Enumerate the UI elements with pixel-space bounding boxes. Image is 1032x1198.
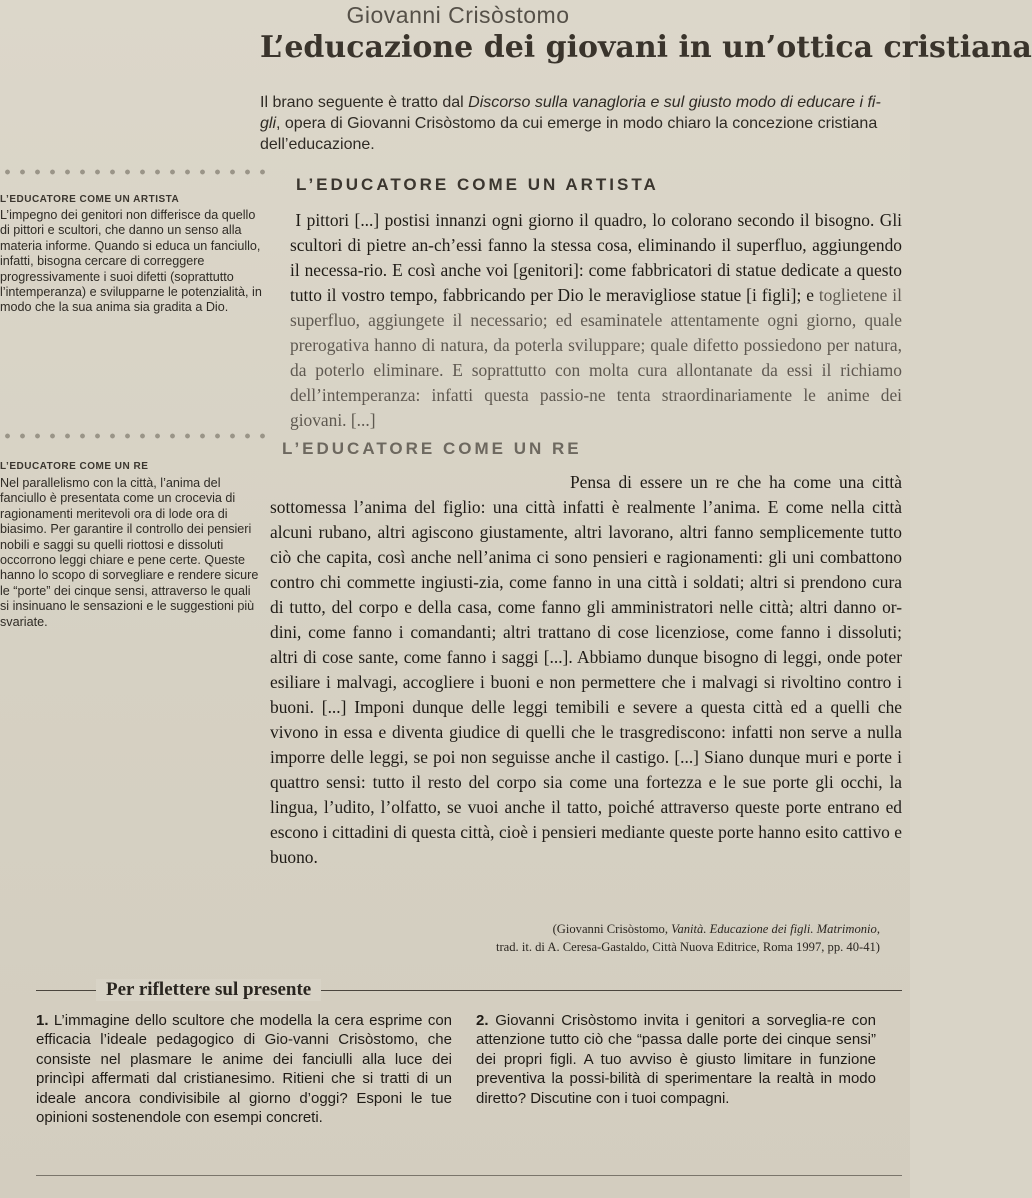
section1-body (290, 208, 902, 433)
citation-line-2: trad. it. di A. Ceresa-Gastaldo, Città Nuova Editrice, Roma 1997, pp. 40-41) (495, 940, 880, 954)
section1-dotted-rule (0, 168, 272, 176)
question-1-number: 1. (36, 1012, 49, 1029)
citation-line-1 (300, 920, 880, 938)
section1-text-clear: I pittori [...] postisi innanzi ogni giorno il quadro, lo colorano secondo il bisogno. Gli scultori di pietre an-ch’essi fanno la stessa cosa, eliminando il superfluo, aggiungendo il necessa-rio. E così anche voi [genitori]: come fabbricatori di statue dedicate a questo tutto il vostro tempo, fabbricando per Dio le meravigliose statue [i figli]; e (290, 210, 902, 305)
bottom-rule (36, 1175, 902, 1176)
question-1-text: L’immagine dello scultore che modella la cera esprime con efficacia l’ideale pedagogico di Gio-vanni Crisòstomo, che consiste nel plasmare le anime dei fanciulli alla luce dei princìpi affermati dal cristianesimo. Ritieni che si tratti di un ideale ancora condivisibile al giorno d’oggi? Esponi le tue opinioni sostenendole con esempi concreti. (36, 1012, 453, 1127)
citation-author: (Giovanni Crisòstomo, (552, 922, 672, 936)
intro-text-2: , opera di Giovanni Crisòstomo da cui emerge in modo chiaro la concezione cristiana dell’educazione. (260, 115, 878, 153)
section2-body: Pensa di essere un re che ha come una città sottomessa l’anima del figlio: una città infatti è realmente l’anima. E come nella città alcuni rubano, altri agiscono giustamente, altri lavorano, altri fanno semplicemente tutto ciò che capita, così anche nell’anima ci sono pensieri e ragionamenti: gli uni combattono contro chi commette ingiusti-zia, come fanno in una città i soldati; altri si prendono cura di tutto, del corpo e della casa, come fanno gli amministratori nelle città; altri danno or-dini, come fanno i comandanti; altri trattano di cose licenziose, come fanno i dissoluti; altri di cose sante, come fanno i saggi [...]. Abbiamo dunque bisogno di leggi, onde poter esiliare i malvagi, accogliere i buoni e non permettere che i malvagi si rivoltino contro i buoni. [...] Imponi dunque delle leggi temibili e severe a questa città ed a quelli che vivono in essa e diventa giudice di quelli che le trasgrediscono: infatti non serve a nulla imporre delle leggi, se poi non seguisse anche il castigo. [...] Siano dunque muri e porte i quattro sensi: tutto il resto del corpo sia come una fortezza e le sue porte gli occhi, la lingua, l’udito, l’olfatto, se vuoi anche il tatto, poiché attraverso queste porte entrano ed escono i cittadini di questa città, cioè i pensieri mediante queste porte hanno esito cattivo e buono. (270, 472, 902, 867)
intro-paragraph (260, 92, 900, 155)
reflection-box (36, 979, 902, 1181)
intro-work-title: Discorso sulla vanagloria e sul giusto modo di educare i fi-gli (260, 94, 881, 132)
question-2 (476, 1011, 876, 1108)
page-title: L’educazione dei giovani in un’ottica cristiana (260, 30, 1032, 65)
section1-text-faded: toglietene il superfluo, aggiungete il necessario; ed esaminatele attentamente ogni giorno, quale prerogativa hanno di natura, da poterla sviluppare; quale difetto possiedono per natura, da poterlo eliminare. E soprattutto con molta cura allontanate da essi il richiamo dell’intemperanza: infatti questa passio-ne tenta straordinariamente le anime dei giovani. [...] (290, 285, 902, 430)
citation-comma: , (876, 922, 880, 936)
section1-side-note: L’impegno dei genitori non differisce da quello di pittori e scultori, che danno un senso alla materia informe. Quando si educa un fanciullo, infatti, bisogna cercare di correggere progressivamente i suoi difetti (soprattutto l’intemperanza) e svilupparne le potenzialità, in modo che la sua anima sia gradita a Dio. (0, 208, 262, 315)
question-1 (36, 1011, 452, 1127)
section2-dotted-rule (0, 432, 272, 440)
question-2-text: Giovanni Crisòstomo invita i genitori a sorveglia-re con attenzione tutto ciò che “passa dalle porte dei cinque sensi” dei propri figli. A tuo avviso è giusto limitare in funzione preventiva la possi-bilità di sperimentare la realtà in modo diretto? Discutine con i tuoi compagni. (476, 1012, 876, 1107)
section2-side-title: L’EDUCATORE COME UN RE (0, 461, 149, 472)
citation (300, 920, 880, 956)
intro-text-1: Il brano seguente è tratto dal (260, 94, 469, 111)
author-header: Giovanni Crisòstomo (346, 2, 570, 28)
section1-heading: L’EDUCATORE COME UN ARTISTA (296, 175, 659, 194)
section1-side-title: L’EDUCATORE COME UN ARTISTA (0, 194, 180, 205)
section2-heading: L’EDUCATORE COME UN RE (282, 439, 582, 458)
reflection-title: Per riflettere sul presente (96, 979, 321, 1001)
section2-side-note: Nel parallelismo con la città, l’anima del fanciullo è presentata come un crocevia di ragionamenti meritevoli ora di lode ora di biasimo. Per garantire il controllo dei pensieri nobili e saggi su quelli riottosi e dissoluti occorrono leggi chiare e pene certe. Queste hanno lo scopo di sorvegliare e rendere sicure le “porte” dei cinque sensi, attraverso le quali si insinuano le sensazioni e le suggestioni più svariate. (0, 476, 259, 629)
citation-book-title: Vanità. Educazione dei figli. Matrimonio (671, 922, 877, 936)
question-2-number: 2. (476, 1012, 489, 1029)
